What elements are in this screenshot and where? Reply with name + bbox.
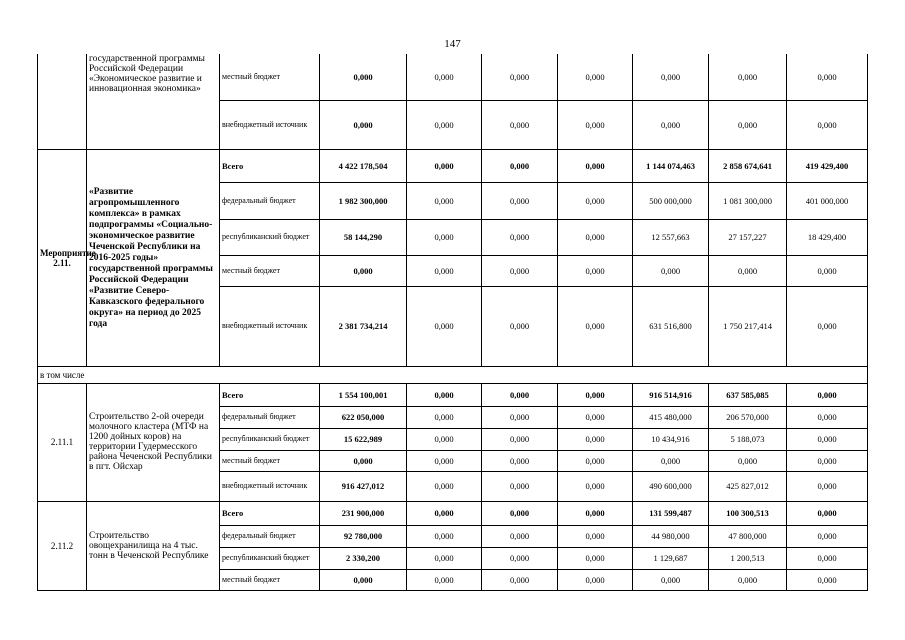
value-cell: 0,000 bbox=[482, 471, 558, 501]
value-cell: 0,000 bbox=[709, 450, 787, 471]
value-cell: 0,000 bbox=[787, 406, 868, 428]
page-number: 147 bbox=[444, 38, 461, 50]
value-cell: 0,000 bbox=[633, 54, 709, 100]
value-cell: 5 188,073 bbox=[709, 428, 787, 450]
value-cell: 0,000 bbox=[482, 255, 558, 286]
budget-table-body bbox=[38, 54, 868, 590]
value-cell: 0,000 bbox=[558, 428, 633, 450]
value-cell: 4 422 178,504 bbox=[320, 149, 407, 182]
table-row bbox=[38, 149, 868, 182]
value-cell: 916 514,916 bbox=[633, 383, 709, 406]
value-cell: 0,000 bbox=[633, 569, 709, 590]
value-cell: 425 827,012 bbox=[709, 471, 787, 501]
value-cell: 0,000 bbox=[482, 450, 558, 471]
value-cell: 0,000 bbox=[558, 255, 633, 286]
value-cell: 0,000 bbox=[482, 428, 558, 450]
funding-source-cell: местный бюджет bbox=[220, 569, 320, 590]
value-cell: 12 557,663 bbox=[633, 219, 709, 255]
value-cell: 637 585,085 bbox=[709, 383, 787, 406]
value-cell: 0,000 bbox=[407, 149, 482, 182]
value-cell: 0,000 bbox=[787, 471, 868, 501]
value-cell: 0,000 bbox=[787, 525, 868, 547]
value-cell: 0,000 bbox=[709, 255, 787, 286]
funding-source-cell: Всего bbox=[220, 149, 320, 182]
value-cell: 0,000 bbox=[320, 450, 407, 471]
item-name-cell: Строительство 2-ой очереди молочного кластера (МТФ на 1200 дойных коров) на территории Гудермесского района Чеченской Республики в пгт. Ойсхар bbox=[87, 383, 220, 501]
funding-source-cell: федеральный бюджет bbox=[220, 525, 320, 547]
value-cell: 0,000 bbox=[407, 383, 482, 406]
value-cell: 0,000 bbox=[633, 255, 709, 286]
value-cell: 0,000 bbox=[558, 219, 633, 255]
funding-source-cell: республиканский бюджет bbox=[220, 547, 320, 569]
value-cell: 0,000 bbox=[558, 100, 633, 149]
value-cell: 0,000 bbox=[320, 54, 407, 100]
value-cell: 0,000 bbox=[482, 182, 558, 219]
value-cell: 1 554 100,001 bbox=[320, 383, 407, 406]
value-cell: 1 200,513 bbox=[709, 547, 787, 569]
value-cell: 0,000 bbox=[787, 383, 868, 406]
value-cell: 0,000 bbox=[407, 286, 482, 366]
value-cell: 916 427,012 bbox=[320, 471, 407, 501]
value-cell: 0,000 bbox=[787, 569, 868, 590]
value-cell: 0,000 bbox=[558, 525, 633, 547]
value-cell: 0,000 bbox=[787, 255, 868, 286]
value-cell: 0,000 bbox=[407, 255, 482, 286]
value-cell: 0,000 bbox=[407, 219, 482, 255]
value-cell: 0,000 bbox=[320, 569, 407, 590]
value-cell: 0,000 bbox=[558, 547, 633, 569]
value-cell: 0,000 bbox=[709, 54, 787, 100]
value-cell: 0,000 bbox=[633, 450, 709, 471]
value-cell: 0,000 bbox=[482, 569, 558, 590]
value-cell: 0,000 bbox=[407, 100, 482, 149]
value-cell: 0,000 bbox=[709, 569, 787, 590]
value-cell: 44 980,000 bbox=[633, 525, 709, 547]
value-cell: 58 144,290 bbox=[320, 219, 407, 255]
value-cell: 0,000 bbox=[320, 255, 407, 286]
item-name-cell: «Развитие агропромышленного комплекса» в рамках подпрограммы «Социально-экономическое развитие Чеченской Республики на 2016-2025 годы» государственной программы Российской Федерации «Развитие Северо-Кавказского федерального округа» на период до 2025 года bbox=[87, 149, 220, 366]
item-number-cell bbox=[38, 54, 87, 149]
value-cell: 0,000 bbox=[787, 286, 868, 366]
item-number-cell: 2.11.2 bbox=[38, 501, 87, 590]
value-cell: 419 429,400 bbox=[787, 149, 868, 182]
value-cell: 18 429,400 bbox=[787, 219, 868, 255]
value-cell: 0,000 bbox=[787, 501, 868, 525]
value-cell: 490 600,000 bbox=[633, 471, 709, 501]
subtitle-cell: в том числе bbox=[38, 366, 868, 383]
value-cell: 0,000 bbox=[787, 428, 868, 450]
value-cell: 0,000 bbox=[407, 54, 482, 100]
value-cell: 0,000 bbox=[558, 286, 633, 366]
value-cell: 10 434,916 bbox=[633, 428, 709, 450]
funding-source-cell: местный бюджет bbox=[220, 255, 320, 286]
value-cell: 0,000 bbox=[482, 501, 558, 525]
value-cell: 622 050,000 bbox=[320, 406, 407, 428]
value-cell: 0,000 bbox=[558, 182, 633, 219]
funding-source-cell: федеральный бюджет bbox=[220, 182, 320, 219]
value-cell: 0,000 bbox=[407, 525, 482, 547]
value-cell: 0,000 bbox=[558, 569, 633, 590]
value-cell: 0,000 bbox=[320, 100, 407, 149]
item-number-cell: 2.11.1 bbox=[38, 383, 87, 501]
value-cell: 131 599,487 bbox=[633, 501, 709, 525]
item-name-cell: Строительство овощехранилища на 4 тыс. тонн в Чеченской Республике bbox=[87, 501, 220, 590]
value-cell: 0,000 bbox=[558, 450, 633, 471]
value-cell: 0,000 bbox=[787, 450, 868, 471]
value-cell: 0,000 bbox=[482, 383, 558, 406]
value-cell: 2 330,200 bbox=[320, 547, 407, 569]
value-cell: 0,000 bbox=[787, 547, 868, 569]
value-cell: 1 129,687 bbox=[633, 547, 709, 569]
value-cell: 0,000 bbox=[558, 54, 633, 100]
value-cell: 0,000 bbox=[407, 501, 482, 525]
value-cell: 92 780,000 bbox=[320, 525, 407, 547]
value-cell: 0,000 bbox=[558, 501, 633, 525]
value-cell: 206 570,000 bbox=[709, 406, 787, 428]
funding-source-cell: республиканский бюджет bbox=[220, 219, 320, 255]
value-cell: 2 381 734,214 bbox=[320, 286, 407, 366]
funding-source-cell: местный бюджет bbox=[220, 54, 320, 100]
value-cell: 1 144 074,463 bbox=[633, 149, 709, 182]
value-cell: 631 516,800 bbox=[633, 286, 709, 366]
funding-source-cell: внебюджетный источник bbox=[220, 286, 320, 366]
value-cell: 47 800,000 bbox=[709, 525, 787, 547]
value-cell: 1 982 300,000 bbox=[320, 182, 407, 219]
funding-source-cell: Всего bbox=[220, 501, 320, 525]
value-cell: 0,000 bbox=[558, 471, 633, 501]
table-row bbox=[38, 54, 868, 100]
value-cell: 0,000 bbox=[482, 149, 558, 182]
value-cell: 0,000 bbox=[407, 428, 482, 450]
value-cell: 415 480,000 bbox=[633, 406, 709, 428]
item-number-cell: Мероприятие 2.11. bbox=[38, 149, 87, 366]
value-cell: 0,000 bbox=[558, 149, 633, 182]
value-cell: 100 300,513 bbox=[709, 501, 787, 525]
value-cell: 0,000 bbox=[407, 547, 482, 569]
value-cell: 0,000 bbox=[407, 450, 482, 471]
value-cell: 0,000 bbox=[482, 286, 558, 366]
value-cell: 0,000 bbox=[787, 100, 868, 149]
budget-table bbox=[37, 54, 868, 591]
value-cell: 2 858 674,641 bbox=[709, 149, 787, 182]
value-cell: 0,000 bbox=[482, 100, 558, 149]
value-cell: 15 622,989 bbox=[320, 428, 407, 450]
value-cell: 0,000 bbox=[709, 100, 787, 149]
value-cell: 0,000 bbox=[482, 54, 558, 100]
funding-source-cell: местный бюджет bbox=[220, 450, 320, 471]
value-cell: 0,000 bbox=[633, 100, 709, 149]
value-cell: 0,000 bbox=[558, 383, 633, 406]
value-cell: 231 900,000 bbox=[320, 501, 407, 525]
value-cell: 0,000 bbox=[482, 547, 558, 569]
value-cell: 0,000 bbox=[407, 182, 482, 219]
value-cell: 0,000 bbox=[482, 406, 558, 428]
value-cell: 1 750 217,414 bbox=[709, 286, 787, 366]
value-cell: 0,000 bbox=[482, 525, 558, 547]
funding-source-cell: Всего bbox=[220, 383, 320, 406]
funding-source-cell: внебюджетный источник bbox=[220, 100, 320, 149]
value-cell: 500 000,000 bbox=[633, 182, 709, 219]
item-name-cell: государственной программы Российской Федерации «Экономическое развитие и инновационная экономика» bbox=[87, 54, 220, 149]
subtitle-row bbox=[38, 366, 868, 383]
funding-source-cell: республиканский бюджет bbox=[220, 428, 320, 450]
value-cell: 0,000 bbox=[407, 569, 482, 590]
table-row bbox=[38, 383, 868, 406]
value-cell: 0,000 bbox=[558, 406, 633, 428]
value-cell: 401 000,000 bbox=[787, 182, 868, 219]
value-cell: 27 157,227 bbox=[709, 219, 787, 255]
value-cell: 0,000 bbox=[407, 471, 482, 501]
value-cell: 0,000 bbox=[787, 54, 868, 100]
table-row bbox=[38, 501, 868, 525]
value-cell: 1 081 300,000 bbox=[709, 182, 787, 219]
value-cell: 0,000 bbox=[482, 219, 558, 255]
funding-source-cell: внебюджетный источник bbox=[220, 471, 320, 501]
value-cell: 0,000 bbox=[407, 406, 482, 428]
funding-source-cell: федеральный бюджет bbox=[220, 406, 320, 428]
